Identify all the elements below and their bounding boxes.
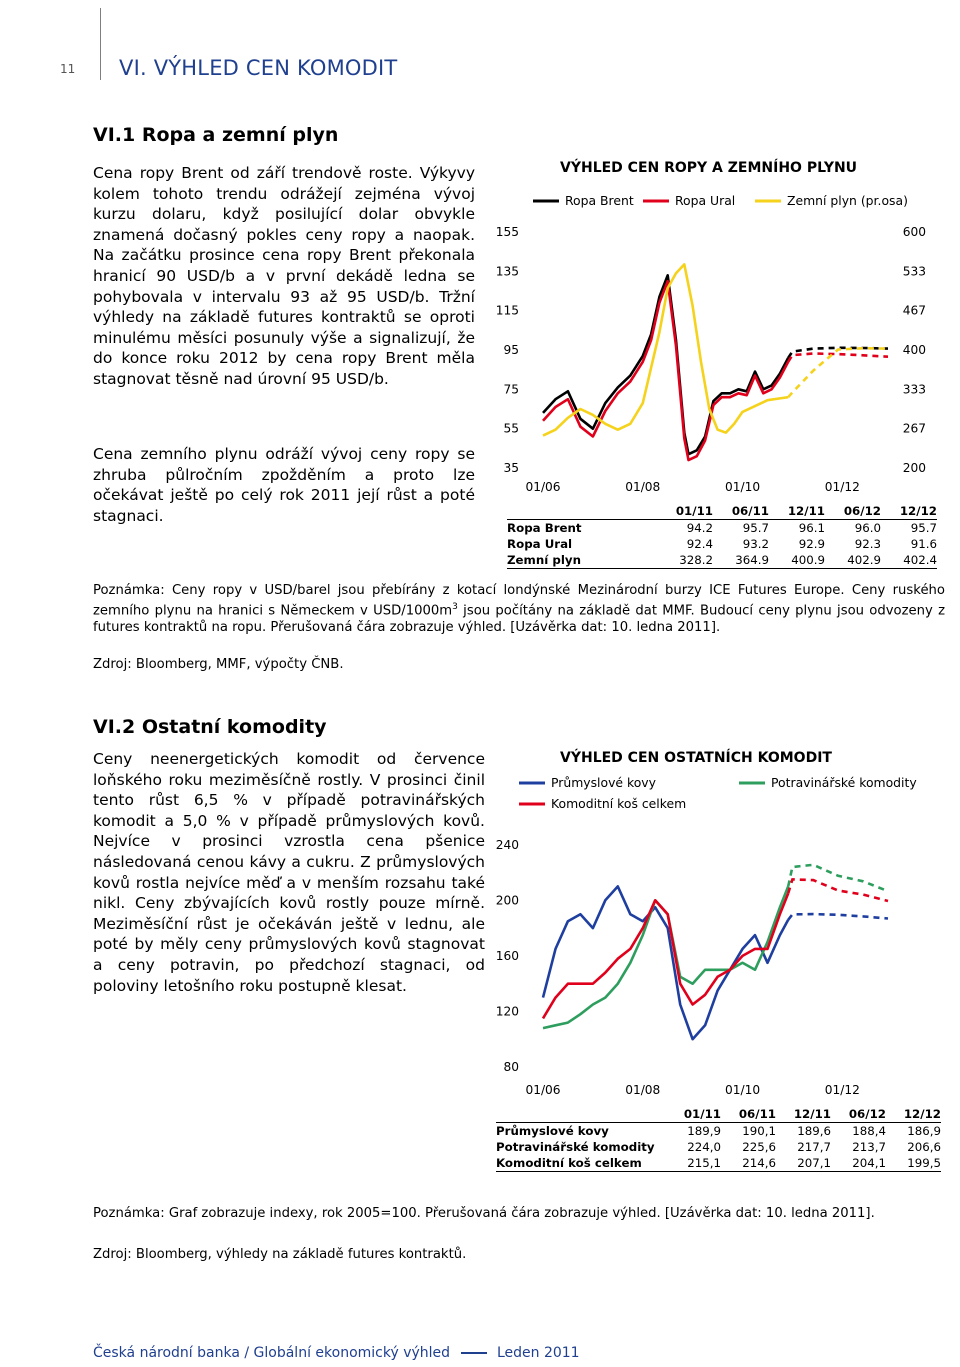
legend-label: Potravinářské komodity: [771, 775, 917, 790]
row-label: Potravinářské komodity: [496, 1140, 655, 1154]
legend-label: Ropa Brent: [565, 193, 634, 208]
table-cell: 189,9: [687, 1124, 721, 1138]
table-col-header: 01/11: [683, 1107, 721, 1121]
legend-label: Zemní plyn (pr.osa): [787, 193, 908, 208]
table-cell: 91.6: [910, 537, 937, 551]
series-forecast-line: [788, 354, 888, 362]
x-tick-label: 01/10: [724, 1083, 761, 1097]
chart2-title: VÝHLED CEN OSTATNÍCH KOMODIT: [560, 750, 832, 766]
table-cell: 364.9: [735, 553, 769, 567]
table-cell: 213,7: [852, 1140, 886, 1154]
page-footer: [93, 1345, 580, 1361]
table-row: [496, 1123, 941, 1140]
series-forecast-line: [788, 865, 888, 891]
table-row: [496, 1155, 941, 1172]
section2-note: Poznámka: Graf zobrazuje indexy, rok 2005=100. Přerušovaná čára zobrazuje výhled. [Uzávěrka dat: 10. ledna 2011].: [93, 1206, 875, 1221]
table-cell: 199,5: [907, 1156, 941, 1170]
y2-tick-label: 600: [902, 225, 926, 239]
table-cell: 206,6: [907, 1140, 941, 1154]
y2-tick-label: 267: [902, 421, 926, 436]
table-corner: [507, 503, 657, 520]
table-col-header: 06/12: [848, 1107, 886, 1121]
row-label: Ropa Brent: [507, 521, 582, 535]
table-cell: 96.1: [798, 521, 825, 535]
oil-gas-forecast-table: [507, 503, 937, 569]
x-tick-label: 01/12: [824, 480, 860, 494]
table-cell: 207,1: [797, 1156, 831, 1170]
table-cell: 92.4: [686, 537, 713, 551]
y-tick-label: 55: [503, 421, 519, 436]
row-label: Ropa Ural: [507, 537, 573, 551]
legend-label: Komoditní koš celkem: [551, 796, 687, 811]
table-cell: 92.9: [798, 537, 825, 551]
series-forecast-line: [788, 914, 888, 920]
table-row: [507, 536, 937, 552]
table-cell: 400.9: [791, 553, 825, 567]
table-cell: 95.7: [910, 521, 937, 535]
y-tick-label: 240: [495, 837, 519, 852]
y-tick-label: 160: [495, 948, 519, 963]
table-cell: 214,6: [742, 1156, 776, 1170]
series-forecast-line: [788, 879, 888, 901]
chapter-title: VI. VÝHLED CEN KOMODIT: [119, 56, 398, 80]
note-text-continued: jsou počítány na základě dat MMF. Budoucí ceny plynu jsou odvozeny z futures kontraktů na ropu. Přerušovaná čára zobrazuje výhled. [Uzávěrka dat: 10. ledna 2011].: [93, 603, 945, 636]
page-number: 11: [60, 62, 76, 76]
row-label: Komoditní koš celkem: [496, 1156, 642, 1170]
table-header-row: [507, 503, 937, 520]
x-tick-label: 01/08: [625, 480, 661, 494]
table-cell: 186,9: [907, 1124, 941, 1138]
table-cell: 204,1: [852, 1156, 886, 1170]
y-tick-label: 35: [503, 461, 519, 475]
table-cell: 92.3: [854, 537, 881, 551]
table-col-header: 06/11: [738, 1107, 776, 1121]
y-tick-label: 115: [495, 303, 519, 318]
table-row: [507, 552, 937, 569]
table-cell: 93.2: [742, 537, 769, 551]
table-cell: 189,6: [797, 1124, 831, 1138]
footer-date: Leden 2011: [496, 1345, 580, 1361]
x-tick-label: 01/12: [824, 1083, 860, 1097]
x-tick-label: 01/06: [525, 1083, 561, 1097]
y2-tick-label: 333: [902, 382, 926, 397]
note-superscript: 3: [452, 602, 458, 612]
table-cell: 188,4: [852, 1124, 886, 1138]
footer-separator: [461, 1352, 487, 1354]
table-cell: 402.4: [903, 553, 937, 567]
series-line: [543, 886, 788, 1028]
note-text: Poznámka: Ceny ropy v USD/barel jsou přebírány z kotací londýnské Mezinárodní burzy ICE Futures Europe. Ceny ruského zemního plynu na hranici s Německem v USD/1000m: [93, 583, 945, 619]
table-col-header: 06/11: [731, 504, 769, 518]
section1-source: Zdroj: Bloomberg, MMF, výpočty ČNB.: [93, 657, 344, 672]
table-col-header: 12/11: [793, 1107, 831, 1121]
x-tick-label: 01/08: [625, 1083, 661, 1097]
table-cell: 217,7: [797, 1140, 831, 1154]
legend-label: Ropa Ural: [675, 193, 736, 208]
table-row: [507, 520, 937, 537]
table-row: [496, 1139, 941, 1155]
x-tick-label: 01/10: [724, 480, 761, 494]
y2-tick-label: 533: [902, 264, 926, 279]
series-line: [543, 886, 788, 1039]
table-cell: 328.2: [679, 553, 713, 567]
section1-note: [93, 582, 945, 636]
chart-oil-gas: [493, 180, 960, 550]
x-tick-label: 01/06: [525, 480, 561, 494]
y-tick-label: 200: [495, 893, 519, 908]
y-tick-label: 135: [495, 264, 519, 279]
chart1-title: VÝHLED CEN ROPY A ZEMNÍHO PLYNU: [560, 160, 858, 176]
table-cell: 190,1: [742, 1124, 776, 1138]
table-col-header: 12/11: [787, 504, 825, 518]
footer-publisher: Česká národní banka / Globální ekonomický výhled: [93, 1345, 451, 1361]
section1-paragraph-1: Cena ropy Brent od září trendově roste. Výkyvy kolem tohoto trendu odrážejí zejména vývoj kurzu dolaru, když posilující dolar obvykle znamená dočasný pokles ceny ropy a naopak. Na začátku prosince cena ropy Brent překonala hranicí 90 USD/b a v první dekádě ledna se pohybovala v intervalu 93 až 95 USD/b. Tržní výhledy na základě futures kontraktů se oproti minulému měsíci posunuly výše a signalizují, že do konce roku 2012 by cena ropy Brent měla stagnovat těsně nad úrovní 95 USD/b.: [93, 164, 475, 388]
table-col-header: 06/12: [843, 504, 881, 518]
table-cell: 402.9: [847, 553, 881, 567]
row-label: Zemní plyn: [507, 553, 581, 567]
y2-tick-label: 200: [902, 461, 926, 475]
row-label: Průmyslové kovy: [496, 1124, 609, 1138]
y-tick-label: 120: [495, 1004, 519, 1019]
table-cell: 95.7: [742, 521, 769, 535]
section2-source: Zdroj: Bloomberg, výhledy na základě futures kontraktů.: [93, 1247, 467, 1262]
section1-paragraph-2: Cena zemního plynu odráží vývoj ceny ropy se zhruba půlročním zpožděním a proto lze očekávat ještě po celý rok 2011 její růst a poté stagnaci.: [93, 445, 475, 525]
y-tick-label: 95: [503, 343, 519, 357]
legend-label: Průmyslové kovy: [551, 775, 656, 790]
table-cell: 94.2: [686, 521, 713, 535]
table-cell: 96.0: [854, 521, 881, 535]
y-tick-label: 155: [495, 225, 519, 239]
table-col-header: 01/11: [675, 504, 713, 518]
section2-paragraph-1: Ceny neenergetických komodit od července loňského roku meziměsíčně rostly. V prosinci činil tento růst 6,5 % v případě potravinářských komodit a 5,0 % v případě průmyslových kovů. Nejvíce v prosinci vzrostla cena pšenice následovaná cenou kávy a cukru. Z průmyslových kovů rostla nejvíce měď a v menším rozsahu také nikl. Ceny zbývajících kovů rostly pouze mírně. Meziměsíční růst je očekáván ještě v lednu, ale poté by měly ceny průmyslových kovů stagnovat a ceny potravin, po předchozí stagnaci, od poloviny letošního roku postupně klesat.: [93, 750, 485, 995]
y-tick-label: 80: [503, 1060, 519, 1074]
table-header-row: [496, 1106, 941, 1123]
section-heading-oil-gas: VI.1 Ropa a zemní plyn: [93, 124, 339, 146]
chart-other-commodities: [493, 770, 960, 1105]
series-line: [543, 281, 788, 460]
table-cell: 215,1: [687, 1156, 721, 1170]
table-cell: 225,6: [742, 1140, 776, 1154]
table-col-header: 12/12: [899, 504, 937, 518]
table-col-header: 12/12: [903, 1107, 941, 1121]
other-commodities-forecast-table: [496, 1106, 941, 1172]
header-divider: [100, 8, 101, 80]
y2-tick-label: 467: [902, 303, 926, 318]
y-tick-label: 75: [503, 382, 519, 397]
y2-tick-label: 400: [902, 343, 926, 357]
table-cell: 224,0: [687, 1140, 721, 1154]
table-corner: [496, 1106, 666, 1123]
series-line: [543, 893, 788, 1018]
section-heading-other-commodities: VI.2 Ostatní komodity: [93, 716, 327, 738]
